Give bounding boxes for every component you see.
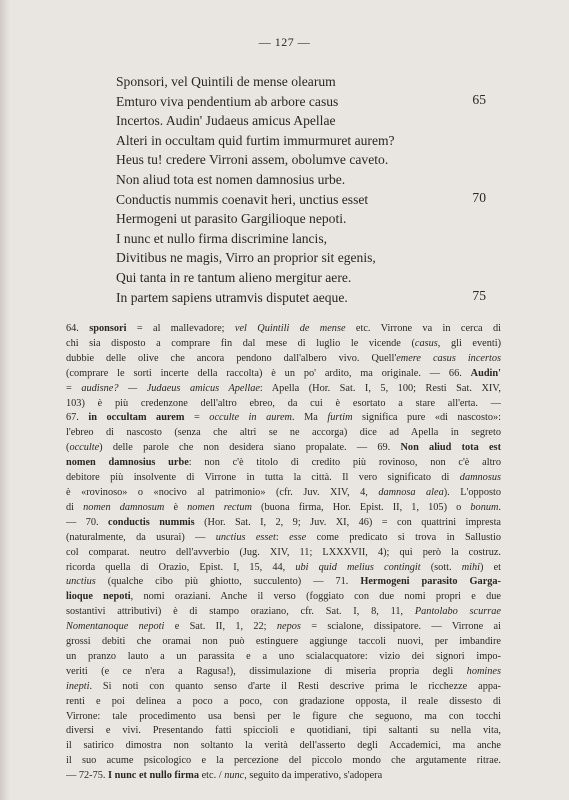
note-line: — 70. conductis nummis (Hor. Sat. I, 2, 9; Juv. XI, 46) = con quattrini impresta: [66, 516, 501, 528]
verse-line: Alteri in occultam quid furtim immurmuret aurem?: [116, 132, 395, 148]
note-line: (occulte) delle parole che non desidera siano propalate. — 69. Non aliud tota est: [66, 442, 501, 454]
note-line: chi sia disposto a comprare fin dal mese di luglio le vicende (casus, gli eventi): [66, 337, 501, 349]
note-line: debitore più insolvente di Virrone in tutta la città. Il vero significato di damnosus: [66, 472, 501, 484]
note-line: Nomentanoque nepoti e Sat. II, 1, 22; nepos = scialone, dissipatore. — Virrone ai: [66, 621, 501, 633]
verse-line: I nunc et nullo firma discrimine lancis,: [116, 230, 328, 246]
note-line: Virrone: tale procedimento usa bensì per le figure che seguono, ma con tocchi: [66, 710, 501, 722]
note-line: col comparat. neutro dell'avverbio (Jug. XIV, 11; LXXXVII, 4); qui però la costruz.: [66, 546, 501, 558]
note-line: un pranzo lauto a un parassita e a uno scialacquatore: vizio dei signori impo-: [66, 650, 501, 662]
verse-line: Sponsori, vel Quintili de mense olearum: [116, 74, 336, 89]
note-line: ricorda quella di Orazio, Epist. I, 15, 44, ubi quid melius contingit (sott. mihi) et: [66, 561, 501, 573]
note-line: nomen damnosius urbe: non c'è titolo di credito più rovinoso, non c'è altro: [66, 457, 501, 469]
note-line: 103) è più credenzone dell'altro ebreo, da cui è esortato a stare all'erta. —: [66, 397, 501, 409]
note-line: grossi debiti che oramai non può estinguere aggiunge taccoli nuovi, per imbandire: [66, 636, 501, 648]
note-line: unctius (qualche cibo più ghiotto, succulento) — 71. Hermogeni parasito Garga-: [66, 576, 501, 588]
note-line: veriti (e ce n'era a Ragusa!), dissimulazione di miseria propria degli homines: [66, 665, 501, 677]
note-line: (naturalmente, da usurai) — unctius esset: esse come predicato si trova in Sallustio: [66, 531, 501, 543]
verse-number: 65: [472, 91, 486, 107]
note-line: il suo acume psicologico e la percezione del piccolo mondo che argutamente ritrae.: [66, 755, 501, 767]
note-line: inepti. Si noti con quanto senso d'arte il Resti descrive prima le ricchezze appa-: [66, 680, 501, 692]
verse-line: Conductis nummis coenavit heri, unctius esset: [116, 191, 369, 207]
page-edge-shadow: [0, 0, 10, 800]
commentary-notes: [66, 322, 501, 784]
note-line: lioque nepoti, nomi oraziani. Anche il verso (foggiato con due nomi propri e due: [66, 591, 501, 603]
page-number: — 127 —: [258, 35, 311, 49]
verse-line: In partem sapiens utramvis disputet aeque.: [116, 289, 348, 305]
note-line: — 72-75. I nunc et nullo firma etc. / nunc, seguito da imperativo, s'adopera: [66, 770, 383, 782]
note-line: è «rovinoso» o «nocivo al patrimonio» (cfr. Juv. XIV, 4, damnosa alea). L'opposto: [66, 486, 501, 498]
verse-line: Incertos. Audin' Judaeus amicus Apellae: [116, 113, 336, 129]
note-line: 64. sponsori = al mallevadore; vel Quintili de mense etc. Virrone va in cerca di: [66, 323, 501, 334]
note-line: sostantivi attributivi) è di stampo oraziano, cfr. Sat. I, 8, 11, Pantolabo scurrae: [66, 606, 501, 618]
note-line: 67. in occultam aurem = occulte in aurem. Ma furtim significa pure «di nascosto»:: [66, 412, 501, 424]
note-line: diversi e vivi. Presentando fatti spiccioli e quotidiani, tipi saltanti su nella vita,: [66, 725, 501, 737]
verse-line: Qui tanta in re tantum alieno mergitur aere.: [116, 270, 352, 285]
note-line: = audisne? — Judaeus amicus Apellae: Apella (Hor. Sat. I, 5, 100; Resti Sat. XIV,: [66, 382, 501, 394]
verse-line: Heus tu! credere Virroni assem, obolumve caveto.: [116, 152, 389, 168]
verse-line: Divitibus ne magis, Virro an proprior sit egenis,: [116, 250, 376, 266]
verse-line: Non aliud tota est nomen damnosius urbe.: [116, 172, 346, 187]
verse-line: Emturo viva pendentium ab arbore casus: [116, 93, 339, 109]
note-line: di nomen damnosum è nomen rectum (buona firma, Hor. Epist. II, 1, 105) o bonum.: [66, 501, 501, 513]
note-line: (comprare le sorti incerte della raccolta) è un po' ardito, ma originale. — 66. Audin': [66, 367, 501, 379]
verse-line: Hermogeni ut parasito Gargilioque nepoti.: [116, 211, 347, 227]
note-line: dubbie delle olive che ancora pendono dall'albero vivo. Quell'emere casus incertos: [66, 352, 501, 364]
note-line: il satirico dimostra non soltanto la verità dell'asserto degli Accademici, ma anche: [66, 740, 501, 752]
verse-number: 75: [472, 287, 486, 303]
note-line: renti e poi delinea a poco a poco, con gradazione opposta, il reale dissesto di: [66, 695, 501, 707]
note-line: l'ebreo di nascosto (senza che altri se ne accorga) dice ad Apella in segreto: [66, 427, 501, 439]
verse-number: 70: [472, 189, 486, 205]
